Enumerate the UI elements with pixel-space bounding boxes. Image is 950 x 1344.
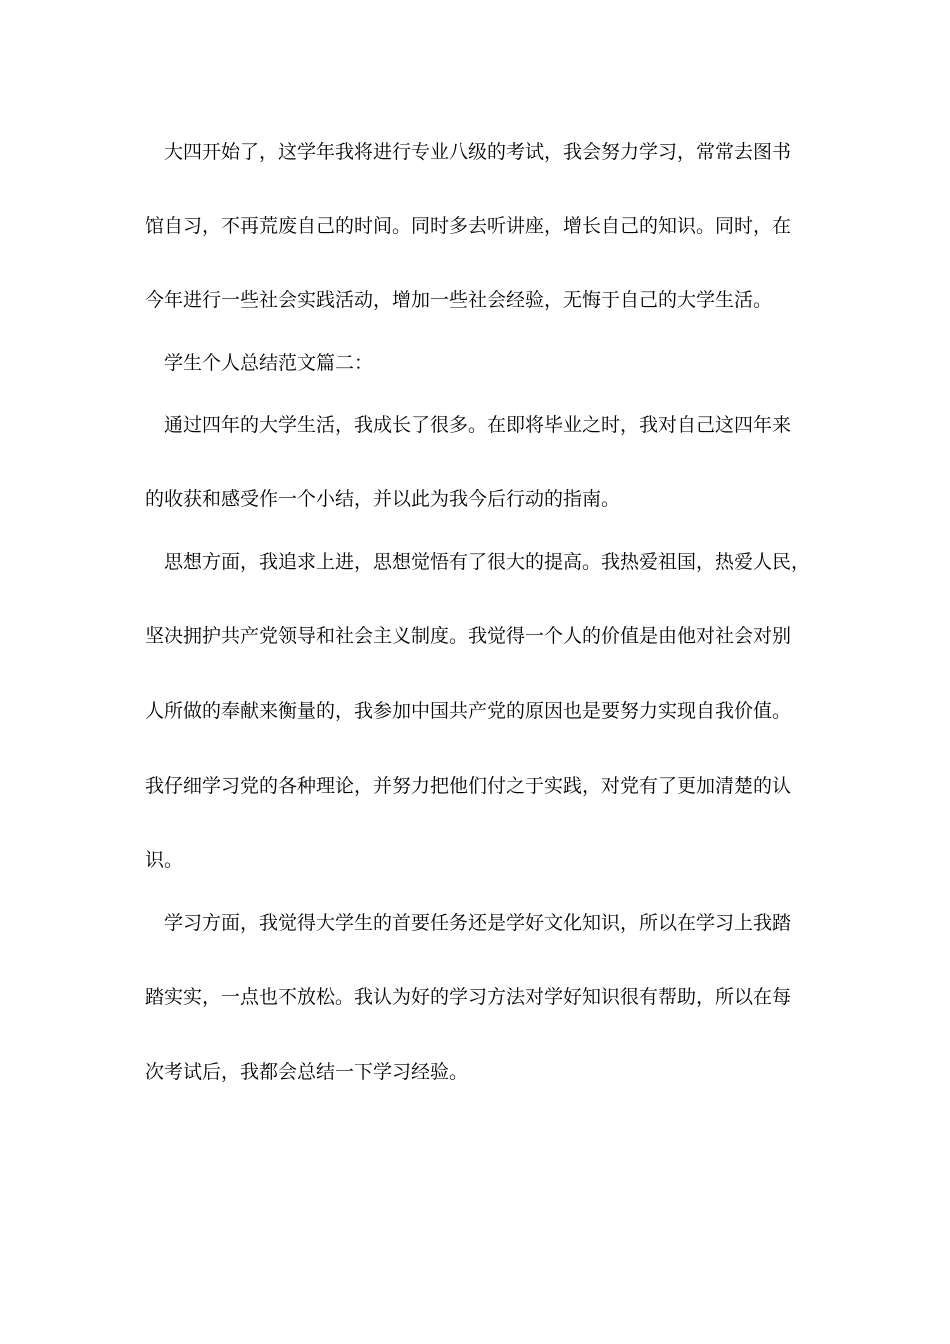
paragraph-line: 通过四年的大学生活，我成长了很多。在即将毕业之时，我对自己这四年来: [164, 414, 792, 436]
section-heading: 学生个人总结范文篇二：: [164, 352, 374, 374]
paragraph-line: 的收获和感受作一个小结，并以此为我今后行动的指南。: [145, 488, 621, 510]
paragraph-line: 大四开始了，这学年我将进行专业八级的考试，我会努力学习，常常去图书: [164, 141, 792, 163]
paragraph-line: 今年进行一些社会实践活动，增加一些社会经验，无悔于自己的大学生活。: [145, 289, 773, 311]
paragraph-line: 我仔细学习党的各种理论，并努力把他们付之于实践，对党有了更加清楚的认: [145, 775, 792, 797]
paragraph-line: 踏实实，一点也不放松。我认为好的学习方法对学好知识很有帮助，所以在每: [145, 986, 792, 1008]
paragraph-line: 识。: [145, 849, 184, 871]
paragraph-line: 思想方面，我追求上进，思想觉悟有了很大的提高。我热爱祖国，热爱人民，: [164, 551, 811, 573]
paragraph-line: 人所做的奉献来衡量的，我参加中国共产党的原因也是要努力实现自我价值。: [145, 700, 792, 722]
paragraph-line: 次考试后，我都会总结一下学习经验。: [145, 1061, 469, 1083]
paragraph-line: 馆自习，不再荒废自己的时间。同时多去听讲座，增长自己的知识。同时，在: [145, 215, 792, 237]
paragraph-line: 坚决拥护共产党领导和社会主义制度。我觉得一个人的价值是由他对社会对别: [145, 625, 792, 647]
paragraph-line: 学习方面，我觉得大学生的首要任务还是学好文化知识，所以在学习上我踏: [164, 912, 792, 934]
